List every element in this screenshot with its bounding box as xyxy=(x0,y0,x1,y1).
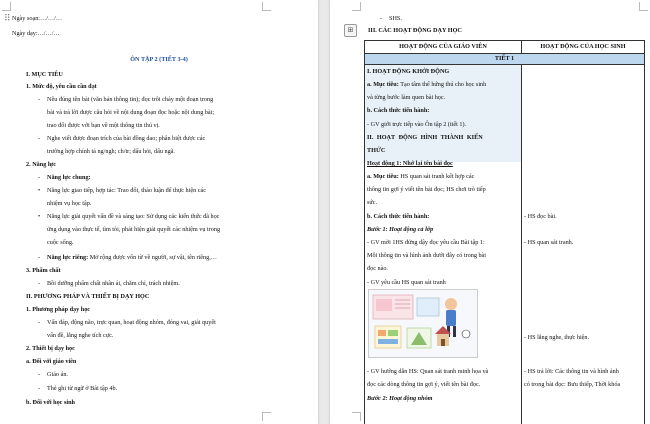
body-text: - GV mời 1HS đứng dậy đọc yêu cầu Bài tập 1: xyxy=(367,239,485,246)
body-text: trao đổi được với bạn về một thông tin thú vị. xyxy=(47,122,160,129)
bullet-dash: - xyxy=(38,135,41,142)
crop-mark xyxy=(262,412,271,421)
subsection-heading: b. Đối với học sinh xyxy=(26,399,75,406)
col-teacher-header: HOẠT ĐỘNG CỦA GIÁO VIÊN xyxy=(399,43,487,50)
bullet-dash: - xyxy=(38,371,41,378)
body-text xyxy=(47,255,217,261)
step-heading: Bước 1: Hoạt động cả lớp xyxy=(367,226,434,233)
body-text: - GV giới trực tiếp vào Ôn tập 2 (tiết 1). xyxy=(367,121,467,128)
date-teach: Ngày dạy:…/…/… xyxy=(12,30,60,37)
body-text xyxy=(367,82,486,88)
subsection-heading: 1. Phương pháp dạy học xyxy=(26,306,91,313)
body-text: ứng dụng vào thực tế, tìm tòi, phát hiện giải quyết các nhiệm vụ trong xyxy=(47,226,221,233)
body-text: bài và trả lời được câu hỏi về nội dung đoạn đọc hoặc nội dung bài; xyxy=(47,109,215,116)
subsection-heading: a. Đối với giáo viên xyxy=(26,358,77,365)
activity-heading: THỨC xyxy=(367,147,386,154)
illustration-drawing xyxy=(369,290,477,357)
label-bold: Năng lực riêng: xyxy=(47,254,89,261)
bullet-dash: - xyxy=(38,96,41,103)
step-heading: Bước 2: Hoạt động nhóm xyxy=(367,395,433,402)
body-text: thông tin gợi ý viết tên bài đọc; HS chơi trò tiếp xyxy=(367,186,486,193)
activity-subheading: Hoạt động 1: Nhớ lại tên bài đọc xyxy=(367,160,453,167)
body-text: Năng lực giải quyết vấn đề và sáng tạo: Sử dụng các kiến thức đã học xyxy=(47,213,220,220)
body-text: nhiệm vụ học tập. xyxy=(47,200,92,207)
label-text: HS quan sát tranh kết hợp các xyxy=(398,173,475,180)
crop-mark xyxy=(2,2,11,11)
section-heading: II. PHƯƠNG PHÁP VÀ THIẾT BỊ DẠY HỌC xyxy=(26,293,150,300)
lesson-label: TIẾT 1 xyxy=(494,55,515,62)
table-move-handle-icon[interactable]: ⊞ xyxy=(344,24,357,37)
body-text: sức. xyxy=(367,199,378,206)
body-text: b. Cách thức tiến hành: xyxy=(367,213,430,220)
body-text: đọc các dòng thông tin gợi ý, viết tên bài đọc. xyxy=(367,381,481,388)
bullet-dot: • xyxy=(38,187,41,194)
body-text xyxy=(367,174,474,180)
bullet-dash: - xyxy=(38,254,41,261)
subsection-heading: 3. Phẩm chất xyxy=(26,267,61,274)
body-text: Bồi dưỡng phẩm chất nhân ái, chăm chỉ, trách nhiệm. xyxy=(47,280,180,287)
student-response: - HS đọc bài. xyxy=(524,213,557,220)
bullet-dash: - xyxy=(38,280,41,287)
activity-heading: I. HOẠT ĐỘNG KHỞI ĐỘNG xyxy=(367,68,450,75)
col-student-header: HOẠT ĐỘNG CỦA HỌC SINH xyxy=(540,43,626,50)
lesson-illustration xyxy=(368,289,478,358)
bullet-dash: - xyxy=(38,385,41,392)
body-text: - GV hướng dẫn HS: Quan sát tranh minh họa và xyxy=(367,368,489,375)
subsection-heading: 2. Năng lực xyxy=(26,161,57,168)
student-response: - HS quan sát tranh. xyxy=(524,239,574,246)
label-bold: a. Mục tiêu: xyxy=(367,81,399,88)
document-page-right xyxy=(330,0,650,424)
subsection-heading: 1. Mức độ, yêu cầu cần đạt xyxy=(26,83,97,90)
body-text: Nghe viết được đoạn trích của bài đồng dao; phân biệt được các xyxy=(47,135,206,142)
document-page-left xyxy=(0,0,318,424)
bullet-dash: - xyxy=(380,15,383,22)
label-bold: a. Mục tiêu: xyxy=(367,173,399,180)
bullet-dot: • xyxy=(38,213,41,220)
body-text: - GV yêu cầu HS quan sát tranh xyxy=(367,279,446,286)
body-text: trường hợp chính tả ng/ngh; ch/tr; dấu hỏi, dấu ngã. xyxy=(47,148,175,155)
student-response: - HS lắng nghe, thực hiện. xyxy=(524,334,590,341)
bullet-dash: - xyxy=(38,174,41,181)
body-text: b. Cách thức tiến hành: xyxy=(367,107,430,114)
student-response: - HS trả lời: Các thông tin và hình ảnh xyxy=(524,368,619,375)
label-text: Tạo tâm thế hứng thú cho học sinh xyxy=(398,81,487,88)
body-text: đọc nào. xyxy=(367,265,388,272)
crop-mark xyxy=(262,2,271,11)
body-text: SHS. xyxy=(389,15,402,22)
body-text: cuộc sống. xyxy=(47,239,74,246)
body-text: Thẻ ghi từ ngữ ở Bài tập 4b. xyxy=(47,385,118,392)
activity-heading: II. HOẠT ĐỘNG HÌNH THÀNH KIẾN xyxy=(367,134,483,141)
crop-mark xyxy=(352,412,361,421)
body-text: Giáo án. xyxy=(47,371,68,378)
drag-handle-icon[interactable]: ⠿ xyxy=(4,14,11,24)
crop-mark xyxy=(639,2,648,11)
section-heading: I. MỤC TIÊU xyxy=(26,71,63,78)
body-text: và từng bước làm quen bài học. xyxy=(367,94,446,101)
bullet-dash: - xyxy=(38,319,41,326)
body-text: Mỗi thông tin và hình ảnh dưới đây có trong bài xyxy=(367,252,487,259)
lesson-title: ÔN TẬP 2 (TIẾT 3-4) xyxy=(130,56,188,63)
student-response: có trong bài đọc: Bưu thiếp, Thời khóa xyxy=(524,381,621,388)
body-text: Nêu đúng tên bài (văn bản thông tin); đọc trôi chảy một đoạn trong xyxy=(47,96,214,103)
section-heading: III. CÁC HOẠT ĐỘNG DẠY HỌC xyxy=(368,27,462,34)
label-text: Mở rộng được vốn từ về người, sự vật, tên riêng,… xyxy=(88,254,217,261)
body-text: Năng lực chung: xyxy=(47,174,91,181)
subsection-heading: 2. Thiết bị dạy học xyxy=(26,345,75,352)
body-text: Vấn đáp, động não, trực quan, hoạt động nhóm, đóng vai, giải quyết xyxy=(47,319,216,326)
date-prepare: Ngày soạn:…/…/… xyxy=(12,15,63,22)
body-text: vấn đề, lắng nghe tích cực. xyxy=(47,332,114,339)
crop-mark xyxy=(352,2,361,11)
body-text: Năng lực giao tiếp, hợp tác: Trao đổi, thảo luận để thực hiện các xyxy=(47,187,206,194)
